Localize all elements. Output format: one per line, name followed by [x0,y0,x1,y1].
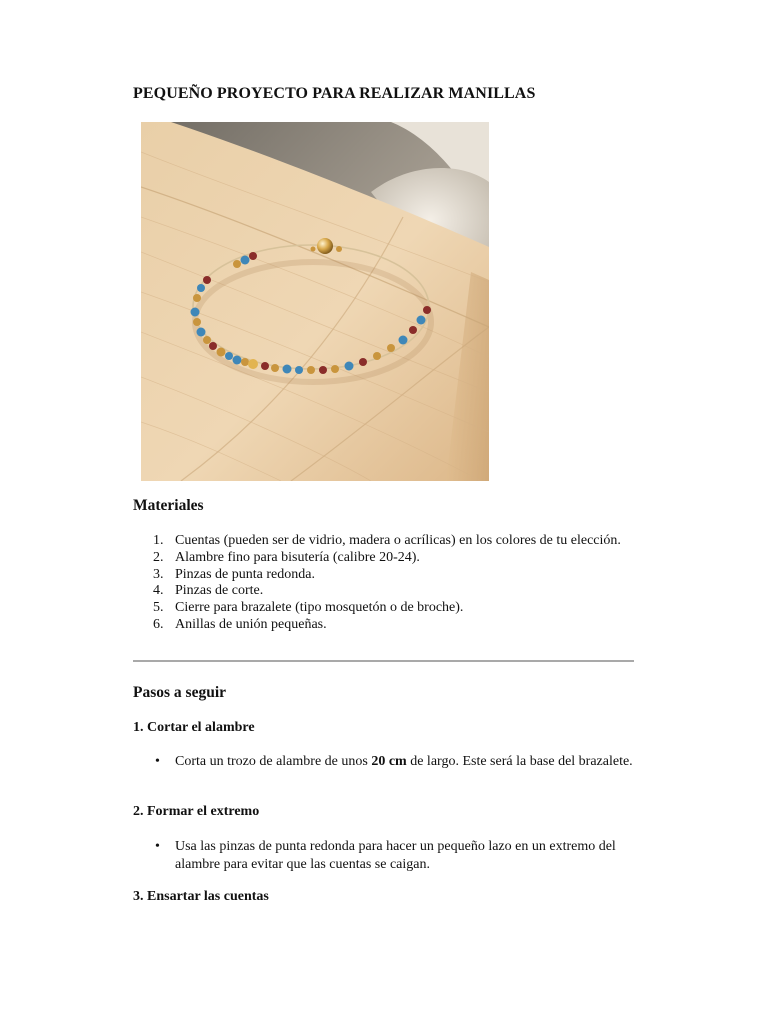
step-2-text: Usa las pinzas de punta redonda para hacer un pequeño lazo en un extremo del alambre para evitar que las cuentas se caigan. [175,839,616,872]
list-item [133,550,621,567]
materials-list [133,533,621,634]
list-item-text: Anillas de unión pequeñas. [175,616,327,632]
step-1-text-after: de largo. Este será la base del brazalete. [406,754,633,769]
list-item [133,567,621,584]
step-2-title: 2. Formar el extremo [133,804,260,819]
list-item-number: 2. [153,549,164,565]
list-item [133,583,621,600]
clasp-bead [317,238,333,254]
list-item-number: 5. [153,600,164,616]
step-1-bullet [133,753,634,771]
list-item [133,600,621,617]
bracelet-image [141,122,489,481]
list-item-text: Pinzas de corte. [175,583,264,599]
step-2-bullet [133,838,634,873]
section-divider [133,660,634,662]
bullet-dot: • [155,839,160,854]
bracelet-photo [141,122,489,481]
step-3-title: 3. Ensartar las cuentas [133,889,269,904]
list-item [133,533,621,550]
step-1-title: 1. Cortar el alambre [133,720,255,735]
materials-heading: Materiales [133,497,204,514]
list-item-text: Cuentas (pueden ser de vidrio, madera o acrílicas) en los colores de tu elección. [175,533,621,548]
list-item-number: 1. [153,533,164,548]
list-item-number: 3. [153,566,164,582]
list-item-text: Alambre fino para bisutería (calibre 20-24). [175,549,420,565]
document-title: PEQUEÑO PROYECTO PARA REALIZAR MANILLAS [133,85,536,102]
list-item-number: 6. [153,616,164,632]
step-1-text-before: Corta un trozo de alambre de unos [175,754,372,769]
list-item-number: 4. [153,583,164,599]
list-item-text: Pinzas de punta redonda. [175,566,315,582]
list-item [133,617,621,634]
bullet-dot: • [155,754,160,769]
steps-heading: Pasos a seguir [133,684,226,701]
list-item-text: Cierre para brazalete (tipo mosquetón o de broche). [175,600,464,616]
step-1-length: 20 cm [371,754,407,769]
